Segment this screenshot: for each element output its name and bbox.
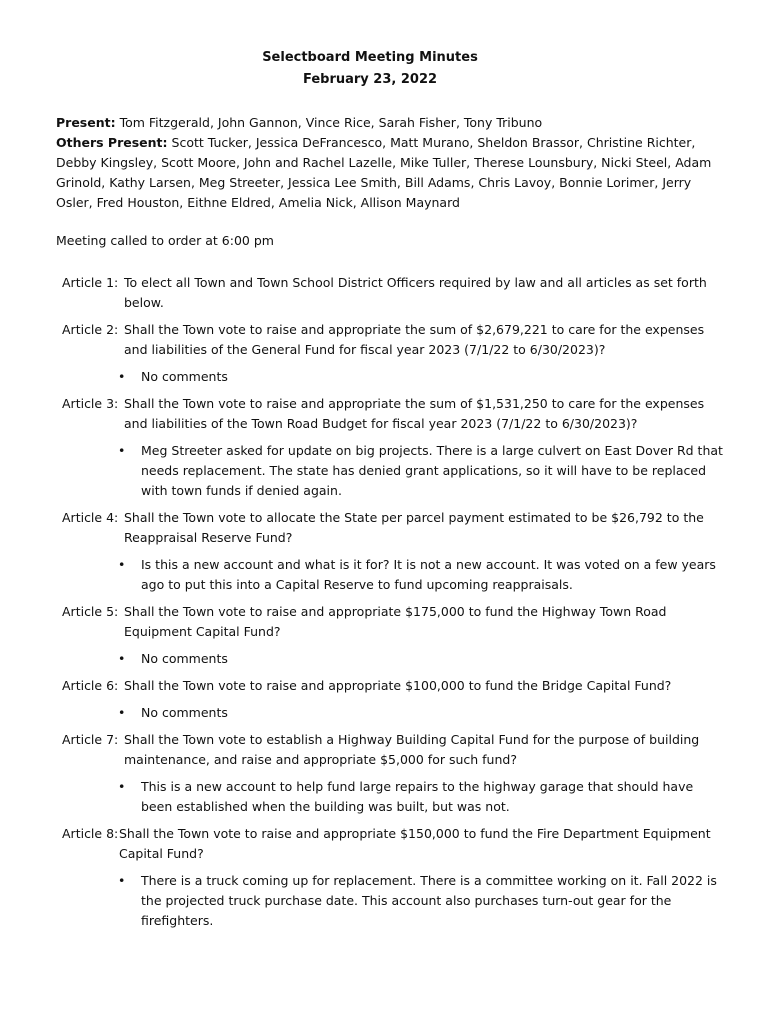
note-text: • No comments [141, 705, 228, 720]
note-bullet [62, 777, 727, 817]
note-bullet [62, 555, 727, 595]
note-text: • Is this a new account and what is it for? It is not a new account. It was voted on a few years ago to put this into a Capital Reserve to fund upcoming reappraisals. [141, 557, 716, 592]
note-text: • No comments [141, 369, 228, 384]
note-text: • Meg Streeter asked for update on big projects. There is a large culvert on East Dover Rd that needs replacement. The state has denied grant applications, so it will have to be replaced with town funds if denied again. [141, 443, 723, 498]
document-title: Selectboard Meeting Minutes [262, 50, 478, 65]
article-item [62, 394, 727, 434]
call-to-order: Meeting called to order at 6:00 pm [56, 233, 274, 248]
article-notes [62, 441, 727, 501]
article-item [62, 824, 727, 864]
article-notes [62, 871, 727, 931]
present-names: Tom Fitzgerald, John Gannon, Vince Rice, Sarah Fisher, Tony Tribuno [119, 115, 543, 130]
article-number: Article 1: [62, 275, 119, 290]
article-item [62, 508, 727, 548]
article-notes [62, 649, 727, 669]
article-text: Shall the Town vote to raise and appropriate $150,000 to fund the Fire Department Equipment Capital Fund? [119, 826, 711, 861]
article-number: Article 8: [62, 826, 119, 841]
article-text: Shall the Town vote to establish a Highway Building Capital Fund for the purpose of building maintenance, and raise and appropriate $5,000 for such fund? [124, 732, 700, 767]
note-text: • There is a truck coming up for replacement. There is a committee working on it. Fall 2022 is the projected truck purchase date. This account also purchases turn-out gear for the firefighters. [141, 873, 717, 928]
article-notes [62, 703, 727, 723]
article-text: Shall the Town vote to raise and appropriate the sum of $2,679,221 to care for the expenses and liabilities of the General Fund for fiscal year 2023 (7/1/22 to 6/30/2023)? [124, 322, 705, 357]
present-line [56, 113, 726, 133]
article-number: Article 5: [62, 604, 119, 619]
note-text: • This is a new account to help fund large repairs to the highway garage that should have been established when the building was built, but was not. [141, 779, 694, 814]
note-bullet [62, 649, 727, 669]
others-present-line [56, 133, 726, 213]
present-label: Present: [56, 115, 116, 130]
articles-list [62, 273, 727, 938]
article-notes [62, 777, 727, 817]
article-item [62, 320, 727, 360]
article-number: Article 2: [62, 322, 119, 337]
article-text: To elect all Town and Town School District Officers required by law and all articles as set forth below. [124, 275, 707, 310]
article-number: Article 4: [62, 510, 119, 525]
article-number: Article 6: [62, 678, 119, 693]
article-item [62, 273, 727, 313]
note-bullet [62, 703, 727, 723]
note-text: • No comments [141, 651, 228, 666]
others-present-label: Others Present: [56, 135, 168, 150]
article-number: Article 3: [62, 396, 119, 411]
article-notes [62, 555, 727, 595]
meeting-date: February 23, 2022 [302, 72, 438, 87]
note-bullet [62, 441, 727, 501]
attendance-section [56, 113, 726, 213]
others-present-names: Scott Tucker, Jessica DeFrancesco, Matt Murano, Sheldon Brassor, Christine Richter, Debby Kingsley, Scott Moore, John and Rachel Lazelle, Mike Tuller, Therese Lounsbury, Nicki Steel, Adam Grinold, Kathy Larsen, Meg Streeter, Jessica Lee Smith, Bill Adams, Chris Lavoy, Bonnie Lorimer, Jerry Osler, Fred Houston, Eithne Eldred, Amelia Nick, Allison Maynard [56, 135, 712, 210]
article-item [62, 730, 727, 770]
article-text: Shall the Town vote to raise and appropriate the sum of $1,531,250 to care for the expenses and liabilities of the Town Road Budget for fiscal year 2023 (7/1/22 to 6/30/2023)? [124, 396, 705, 431]
article-text: Shall the Town vote to raise and appropriate $100,000 to fund the Bridge Capital Fund? [124, 678, 672, 693]
article-text: Shall the Town vote to allocate the State per parcel payment estimated to be $26,792 to the Reappraisal Reserve Fund? [124, 510, 704, 545]
article-item [62, 676, 727, 696]
article-item [62, 602, 727, 642]
article-notes [62, 367, 727, 387]
article-number: Article 7: [62, 732, 119, 747]
note-bullet [62, 871, 727, 931]
article-text: Shall the Town vote to raise and appropriate $175,000 to fund the Highway Town Road Equipment Capital Fund? [124, 604, 667, 639]
note-bullet [62, 367, 727, 387]
